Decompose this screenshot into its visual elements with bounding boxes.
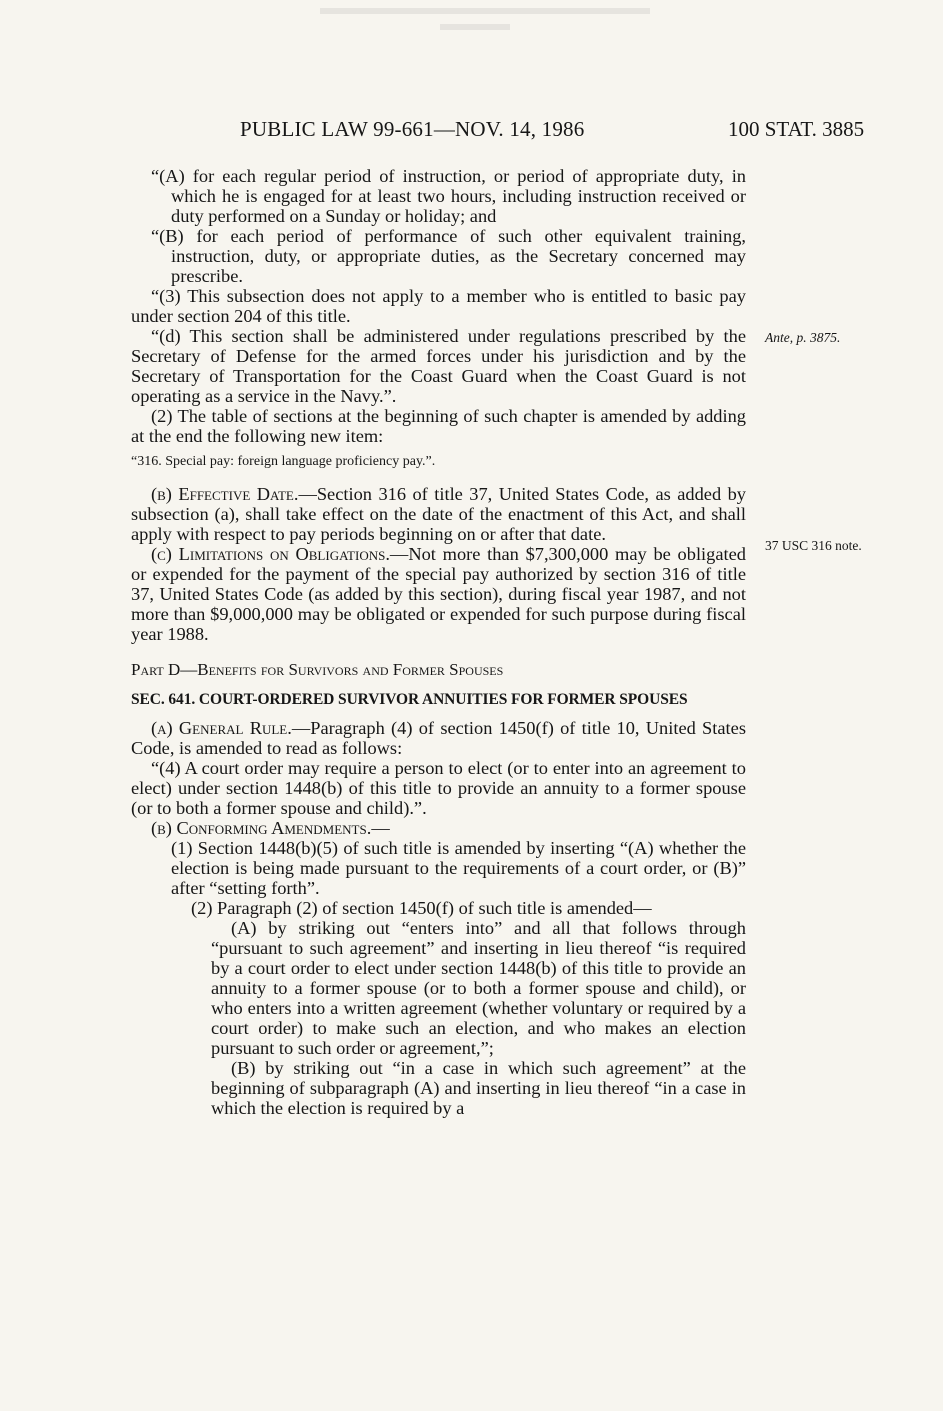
para-2: (2) The table of sections at the beginning of such chapter is amended by adding at the end the following new item: [131,406,746,446]
para-3: “(3) This subsection does not apply to a member who is entitled to basic pay under section 204 of this title. [131,286,746,326]
body-text [131,166,746,1118]
margin-note-ante: Ante, p. 3875. [765,330,841,345]
para-A: “(A) for each regular period of instruction, or period of appropriate duty, in which he is engaged for at least two hours, including instruction received or duty performed on a Sunday or holiday; and [151,166,746,226]
para-1: (1) Section 1448(b)(5) of such title is amended by inserting “(A) whether the election is being made pursuant to the requirements of a court order, or (B)” after “setting forth”. [171,838,746,898]
para-2b: (2) Paragraph (2) of section 1450(f) of such title is amended— [191,898,652,918]
page-header-stat: 100 STAT. 3885 [728,117,865,141]
para-a-general-rule: (a) General Rule.—Paragraph (4) of section 1450(f) of title 10, United States Code, is amended to read as follows: [131,718,746,758]
part-d-heading: Part D—Benefits for Survivors and Former Spouses [131,660,504,679]
para-B2: (B) by striking out “in a case in which such agreement” at the beginning of subparagraph (A) and inserting in lieu thereof “in a case in which the election is required by a [211,1058,746,1118]
para-B: “(B) for each period of performance of such other equivalent training, instruction, duty, or appropriate duties, as the Secretary concerned may prescribe. [151,226,746,286]
para-4: “(4) A court order may require a person to elect (or to enter into an agreement to elect) under section 1448(b) of this title to provide an annuity to a former spouse (or to both a former spouse and child).”. [131,758,746,818]
margin-note-usc: 37 USC 316 note. [765,538,862,553]
para-A2: (A) by striking out “enters into” and all that follows through “pursuant to such agreement” and inserting in lieu thereof “is required by a court order to elect under section 1448(b) of this title to provide an annuity to a former spouse (or to both a former spouse and child), or who enters into a written agreement (whether voluntary or required by a court order) to make such an election, and who makes an election pursuant to such order or agreement,”; [211,918,746,1058]
section-641-heading: SEC. 641. COURT-ORDERED SURVIVOR ANNUITIES FOR FORMER SPOUSES [131,691,688,708]
para-d: “(d) This section shall be administered under regulations prescribed by the Secretary of Defense for the armed forces under his jurisdiction and by the Secretary of Transportation for the Coast Guard when the Coast Guard is not operating as a service in the Navy.”. [131,326,746,406]
table-item-316: “316. Special pay: foreign language proficiency pay.”. [131,454,436,469]
page-header-title: PUBLIC LAW 99-661—NOV. 14, 1986 [240,117,585,141]
para-b-conforming: (b) Conforming Amendments.— [151,818,390,838]
para-c-limitations: (c) Limitations on Obligations.—Not more than $7,300,000 may be obligated or expended for the payment of the special pay authorized by section 316 of title 37, United States Code (as added by this section), during fiscal year 1987, and not more than $9,000,000 may be obligated or expended for such purpose during fiscal year 1988. [131,544,746,644]
bleed-through-mark [300,0,680,50]
para-b-effective-date: (b) Effective Date.—Section 316 of title 37, United States Code, as added by subsection (a), shall take effect on the date of the enactment of this Act, and shall apply with respect to pay periods beginning on or after that date. [131,484,746,544]
